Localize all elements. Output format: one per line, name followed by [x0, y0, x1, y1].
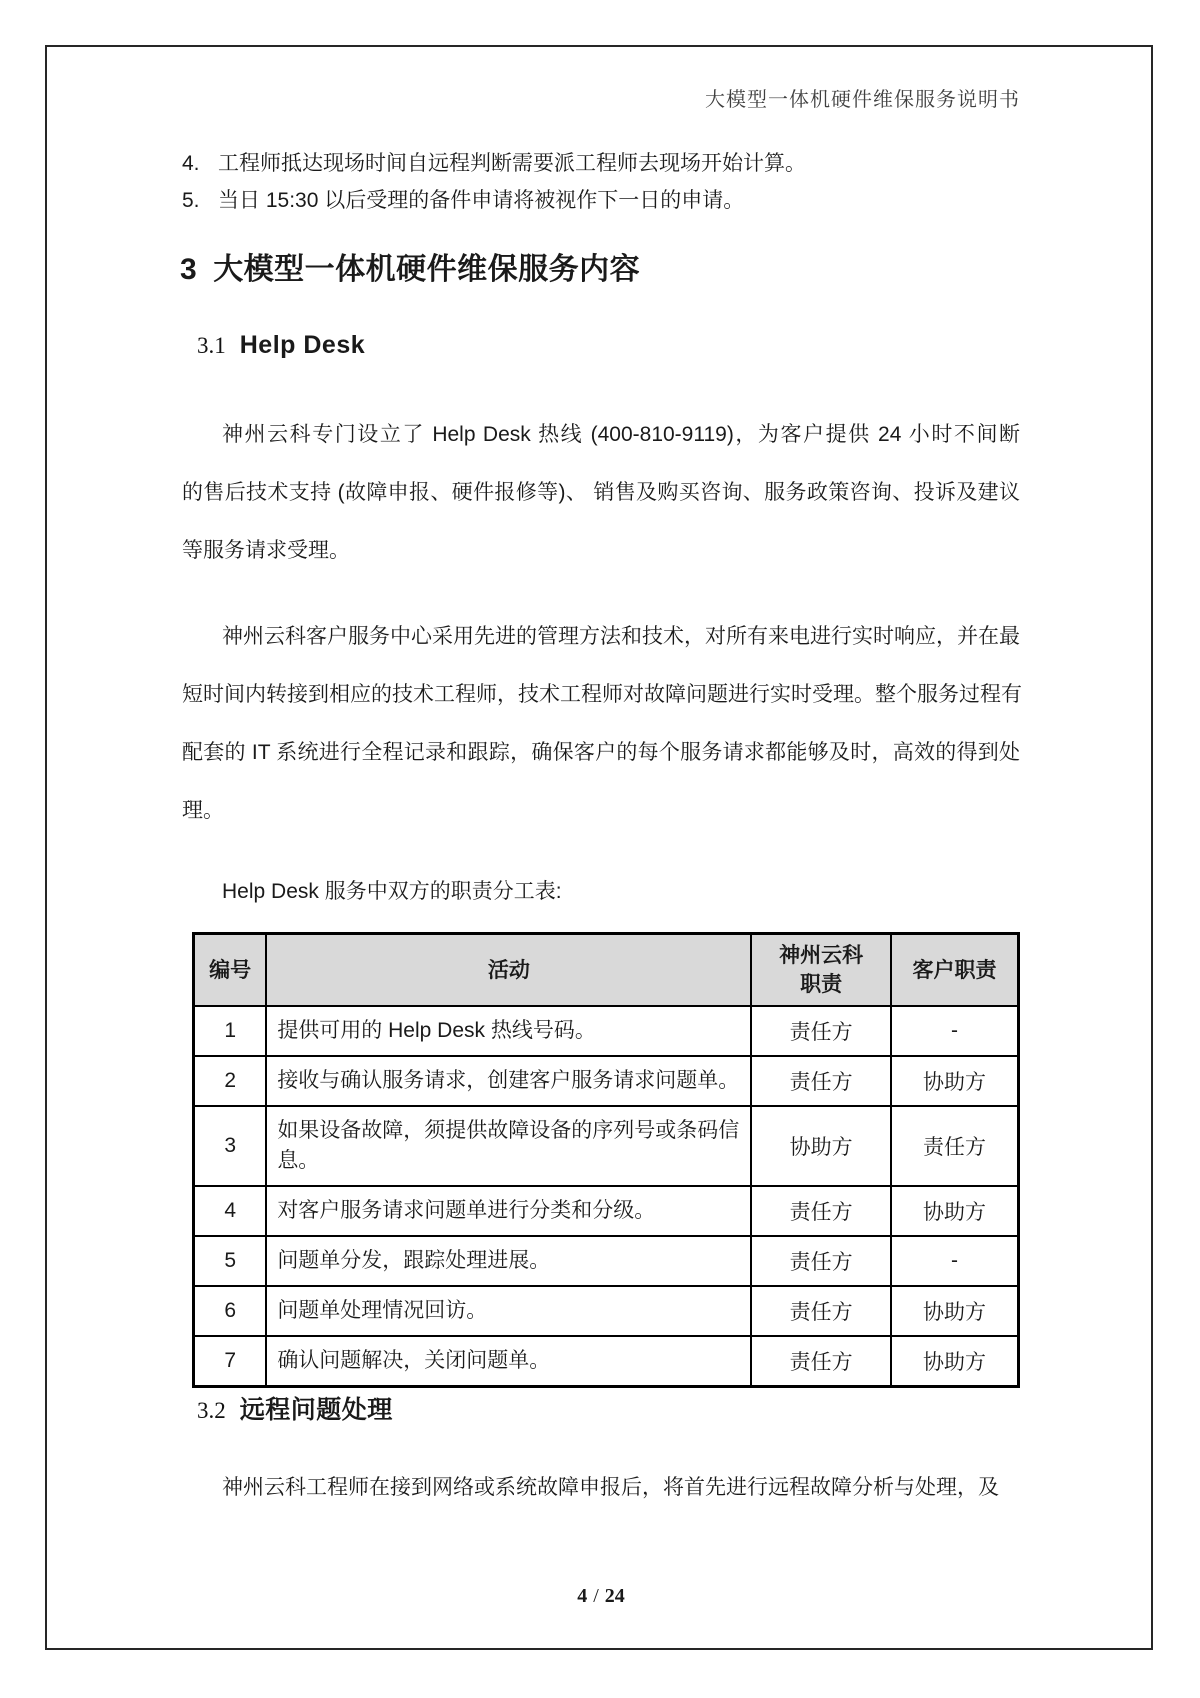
page-content — [182, 0, 1020, 1698]
table-row — [194, 1236, 1019, 1286]
page-header-title: 大模型一体机硬件维保服务说明书 — [705, 89, 1020, 111]
section-title: 大模型一体机硬件维保服务内容 — [213, 253, 641, 286]
page-number-separator: / — [593, 1585, 599, 1607]
cell-customer: 协助方 — [891, 1186, 1019, 1236]
column-header-activity: 活动 — [266, 934, 751, 1007]
cell-vendor: 责任方 — [751, 1186, 891, 1236]
table-header-row — [194, 934, 1019, 1007]
table-row — [194, 1106, 1019, 1186]
section-number: 3.1 — [197, 333, 226, 358]
cell-id: 5 — [194, 1236, 267, 1286]
cell-activity: 提供可用的 Help Desk 热线号码。 — [266, 1006, 751, 1056]
paragraph-helpdesk-intro — [182, 406, 1020, 580]
cell-customer: 协助方 — [891, 1286, 1019, 1336]
list-item-text: 工程师抵达现场时间自远程判断需要派工程师去现场开始计算。 — [218, 152, 806, 175]
table-row — [194, 1186, 1019, 1236]
cell-activity: 问题单处理情况回访。 — [266, 1286, 751, 1336]
column-header-vendor — [751, 934, 891, 1007]
column-header-id: 编号 — [194, 934, 267, 1007]
cell-vendor: 责任方 — [751, 1286, 891, 1336]
cell-id: 4 — [194, 1186, 267, 1236]
current-page-number: 4 — [577, 1585, 588, 1607]
cell-id: 2 — [194, 1056, 267, 1106]
section-title: Help Desk — [239, 331, 366, 359]
cell-customer: 协助方 — [891, 1336, 1019, 1387]
paragraph-line: 理。 — [182, 799, 224, 822]
cell-vendor: 责任方 — [751, 1336, 891, 1387]
table-row — [194, 1056, 1019, 1106]
cell-vendor: 责任方 — [751, 1056, 891, 1106]
list-item-4 — [182, 151, 1020, 176]
cell-vendor: 协助方 — [751, 1106, 891, 1186]
table-intro-line: Help Desk 服务中双方的职责分工表: — [222, 880, 562, 903]
column-header-customer: 客户职责 — [891, 934, 1019, 1007]
list-item-5 — [182, 188, 1020, 213]
cell-id: 1 — [194, 1006, 267, 1056]
section-heading-3 — [180, 244, 1018, 288]
paragraph-remote-intro: 神州云科工程师在接到网络或系统故障申报后，将首先进行远程故障分析与处理，及 — [222, 1476, 999, 1499]
cell-customer: - — [891, 1006, 1019, 1056]
paragraph-line: 等服务请求受理。 — [182, 539, 350, 562]
paragraph-line: 短时间内转接到相应的技术工程师，技术工程师对故障问题进行实时受理。整个服务过程有 — [182, 683, 1022, 706]
section-title: 远程问题处理 — [239, 1396, 393, 1424]
cell-customer: - — [891, 1236, 1019, 1286]
cell-customer: 协助方 — [891, 1056, 1019, 1106]
paragraph-line: 的售后技术支持 (故障申报、硬件报修等)、 销售及购买咨询、服务政策咨询、投诉及建议 — [182, 481, 1020, 504]
page-footer — [182, 1585, 1020, 1608]
cell-vendor: 责任方 — [751, 1006, 891, 1056]
table-row — [194, 1286, 1019, 1336]
cell-activity: 如果设备故障，须提供故障设备的序列号或条码信息。 — [266, 1106, 751, 1186]
section-heading-3-1 — [197, 331, 1035, 360]
paragraph-line: 神州云科客户服务中心采用先进的管理方法和技术，对所有来电进行实时响应，并在最 — [222, 625, 1020, 648]
list-item-text: 当日 15:30 以后受理的备件申请将被视作下一日的申请。 — [218, 189, 745, 212]
cell-activity: 对客户服务请求问题单进行分类和分级。 — [266, 1186, 751, 1236]
section-heading-3-2 — [197, 1390, 1035, 1426]
cell-vendor: 责任方 — [751, 1236, 891, 1286]
cell-activity: 接收与确认服务请求，创建客户服务请求问题单。 — [266, 1056, 751, 1106]
cell-id: 3 — [194, 1106, 267, 1186]
table-row — [194, 1336, 1019, 1387]
paragraph-line: 配套的 IT 系统进行全程记录和跟踪，确保客户的每个服务请求都能够及时，高效的得到处 — [182, 741, 1020, 764]
column-header-vendor-line1: 神州云科 — [779, 944, 864, 967]
total-page-count: 24 — [604, 1585, 625, 1607]
paragraph-line: 神州云科专门设立了 Help Desk 热线 (400-810-9119)，为客户提供 24 小时不间断 — [222, 423, 1020, 446]
paragraph-service-center — [182, 608, 1020, 840]
section-number: 3.2 — [197, 1398, 226, 1423]
list-item-number: 5. — [182, 189, 200, 212]
table-row — [194, 1006, 1019, 1056]
column-header-vendor-line2: 职责 — [800, 973, 843, 996]
cell-customer: 责任方 — [891, 1106, 1019, 1186]
cell-id: 6 — [194, 1286, 267, 1336]
cell-activity: 问题单分发，跟踪处理进展。 — [266, 1236, 751, 1286]
section-number: 3 — [180, 253, 198, 286]
list-item-number: 4. — [182, 152, 200, 175]
responsibility-table — [192, 932, 1020, 1388]
cell-id: 7 — [194, 1336, 267, 1387]
cell-activity: 确认问题解决，关闭问题单。 — [266, 1336, 751, 1387]
